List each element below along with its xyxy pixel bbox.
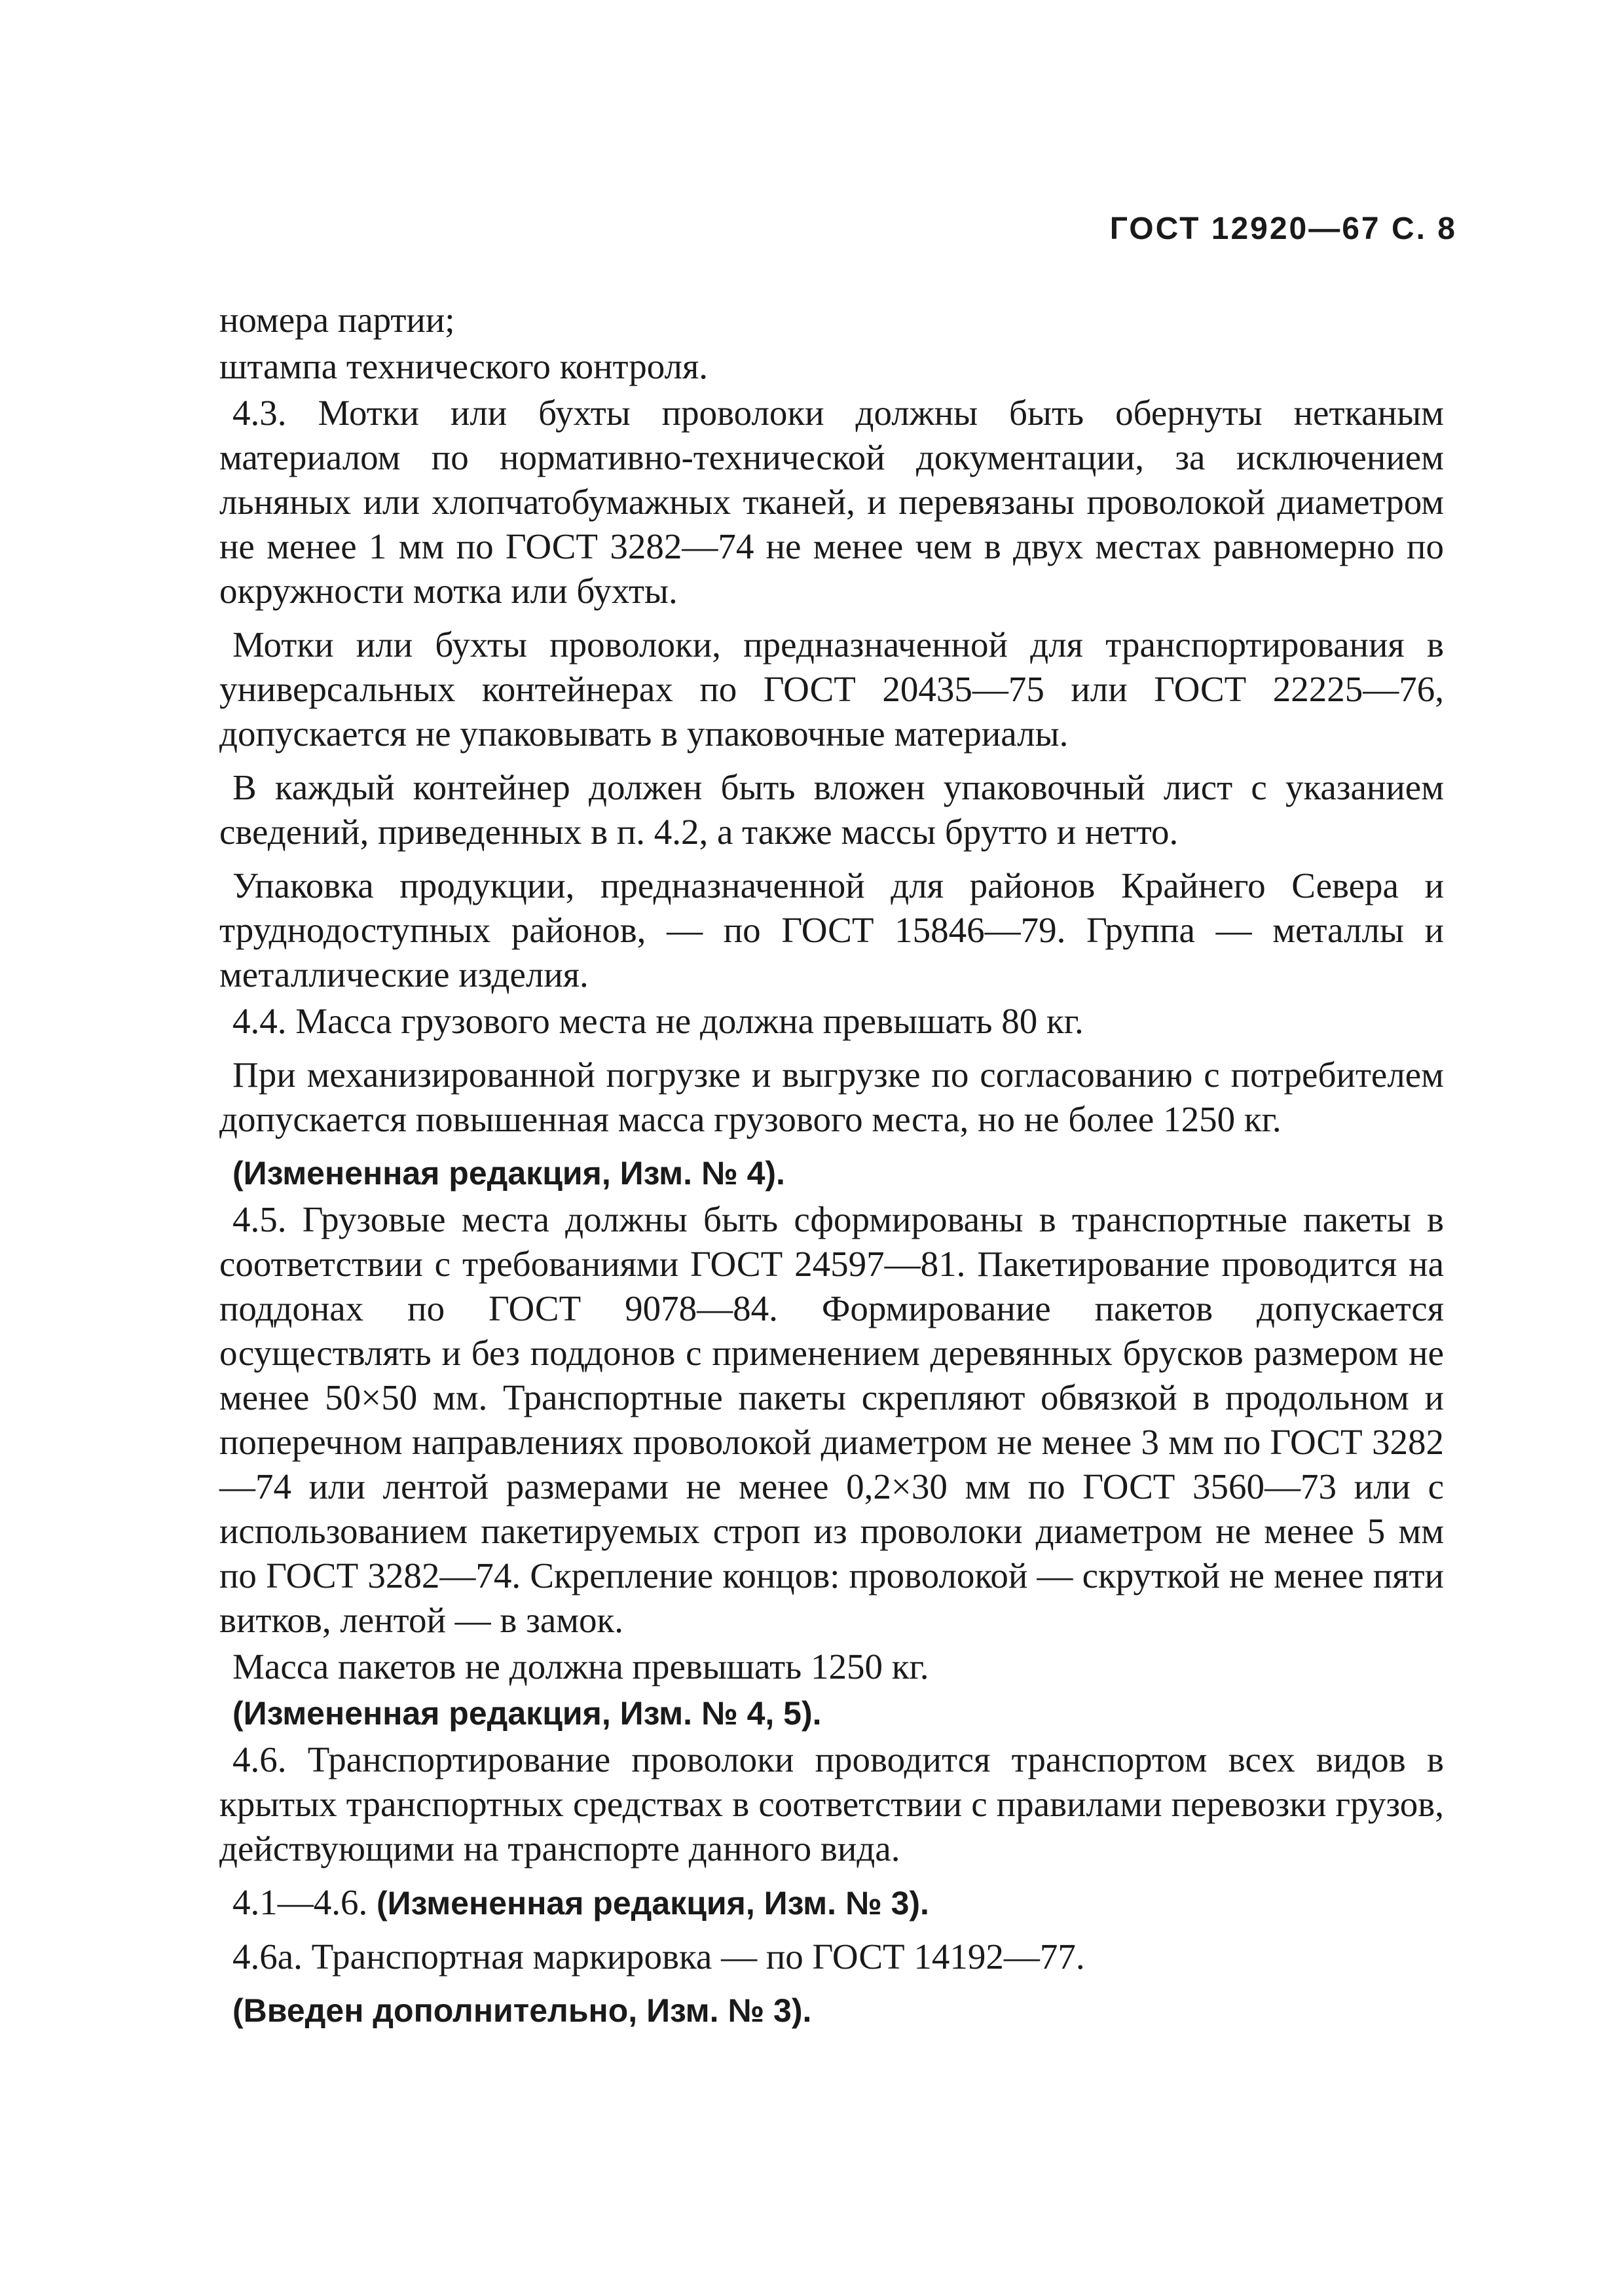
paragraph-package-mass: Масса пакетов не должна превышать 1250 кг.	[232, 1647, 929, 1686]
paragraph-4-1-4-6	[219, 1880, 1444, 1925]
paragraph-mechanized-loading: При механизированной погрузке и выгрузке по согласованию с потребителем допускается повышенная масса грузового места, но не более 1250 кг.	[219, 1055, 1444, 1139]
paragraph-4-6: 4.6. Транспортирование проволоки проводится транспортом всех видов в крытых транспортных средствах в соответствии с правилами перевозки грузов, действующими на транспорте данного вида.	[219, 1740, 1444, 1868]
amendment-note-3: (Измененная редакция, Изм. № 3).	[377, 1885, 929, 1922]
paragraph-technical-control-stamp: штампа технического контроля.	[219, 346, 709, 386]
paragraph-4-4: 4.4. Масса грузового места не должна превышать 80 кг.	[232, 1001, 1084, 1041]
paragraph-far-north-packing: Упаковка продукции, предназначенной для районов Крайнего Севера и труднодоступных районов, — по ГОСТ 15846—79. Группа — металлы и металлические изделия.	[219, 866, 1444, 994]
page-header: ГОСТ 12920—67 С. 8	[1109, 211, 1457, 246]
paragraph-packing-list: В каждый контейнер должен быть вложен упаковочный лист с указанием сведений, приведенных в п. 4.2, а также массы брутто и нетто.	[219, 767, 1444, 852]
document-body	[219, 298, 1444, 2035]
amendment-note-4: (Измененная редакция, Изм. № 4).	[232, 1155, 785, 1192]
paragraph-4-6a: 4.6а. Транспортная маркировка — по ГОСТ 14192—77.	[232, 1937, 1085, 1977]
paragraph-4-5: 4.5. Грузовые места должны быть сформированы в транспортные пакеты в соответствии с требованиями ГОСТ 24597—81. Пакетирование проводится на поддонах по ГОСТ 9078—84. Формирование пакетов допускается осуществлять и без поддонов с применением деревянных брусков размером не менее 50×50 мм. Транспортные пакеты скрепляют обвязкой в продольном и поперечном направлениях проволокой диаметром не менее 3 мм по ГОСТ 3282—74 или лентой размерами не менее 0,2×30 мм по ГОСТ 3560—73 или с использованием пакетируемых строп из проволоки диаметром не менее 5 мм по ГОСТ 3282—74. Скрепление концов: проволокой — скруткой не менее пяти витков, лентой — в замок.	[219, 1199, 1444, 1640]
paragraph-containers: Мотки или бухты проволоки, предназначенной для транспортирования в универсальных контейнерах по ГОСТ 20435—75 или ГОСТ 22225—76, допускается не упаковывать в упаковочные материалы.	[219, 625, 1444, 754]
section-range-label: 4.1—4.6.	[232, 1882, 377, 1922]
paragraph-batch-number: номера партии;	[219, 300, 455, 340]
paragraph-4-3: 4.3. Мотки или бухты проволоки должны быть обернуты нетканым материалом по нормативно-технической документации, за исключением льняных или хлопчатобумажных тканей, и перевязаны проволокой диаметром не менее 1 мм по ГОСТ 3282—74 не менее чем в двух местах равномерно по окружности мотка или бухты.	[219, 393, 1444, 611]
introduced-note-3: (Введен дополнительно, Изм. № 3).	[232, 1992, 812, 2029]
amendment-note-4-5: (Измененная редакция, Изм. № 4, 5).	[232, 1695, 822, 1732]
